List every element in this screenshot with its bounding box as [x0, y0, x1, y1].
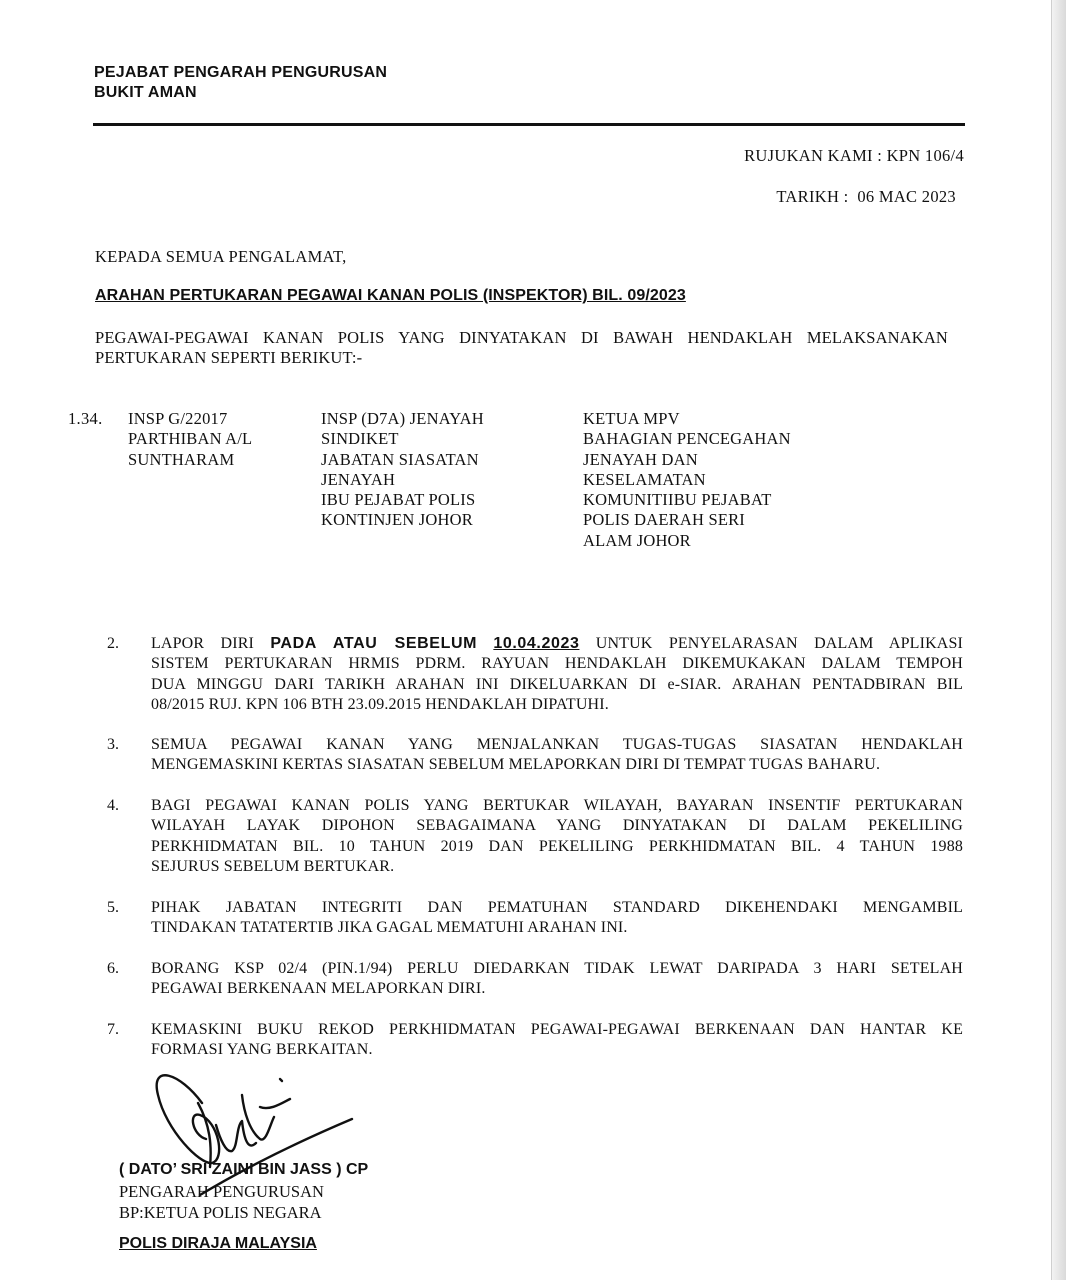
paragraph-6: [151, 959, 963, 1000]
paragraph-line: BAGI PEGAWAI KANAN POLIS YANG BERTUKAR WILAYAH, BAYARAN INSENTIF PERTUKARAN: [151, 797, 963, 814]
officer-line: PARTHIBAN A/L: [128, 429, 253, 449]
paragraph-line: SISTEM PERTUKARAN HRMIS PDRM. RAYUAN HENDAKLAH DIKEMUKAKAN DALAM TEMPOH: [151, 655, 963, 673]
paragraph-line: SEJURUS SEBELUM BERTUKAR.: [151, 857, 395, 875]
to-line: POLIS DAERAH SERI: [583, 510, 745, 530]
header-divider: [93, 123, 965, 126]
office-name-line2: BUKIT AMAN: [94, 84, 197, 101]
to-line: KESELAMATAN: [583, 469, 706, 489]
intro-line: PEGAWAI-PEGAWAI KANAN POLIS YANG DINYATAKAN DI BAWAH HENDAKLAH MELAKSANAKAN: [95, 328, 948, 347]
handwritten-signature: [140, 1055, 370, 1205]
paragraph-2-number: 2.: [107, 635, 119, 652]
from-line: KONTINJEN JOHOR: [321, 510, 473, 530]
paragraph-5: [151, 898, 963, 939]
paragraph-3: [151, 735, 963, 776]
officer-line: SUNTHARAM: [128, 449, 235, 469]
paragraph-7-number: 7.: [107, 1021, 119, 1038]
from-line: IBU PEJABAT POLIS: [321, 490, 476, 510]
paragraph-3-number: 3.: [107, 736, 119, 753]
to-line: BAHAGIAN PENCEGAHAN: [583, 429, 791, 449]
document-date: [776, 187, 956, 207]
transfer-from: [321, 409, 484, 531]
transfer-officer: [128, 409, 252, 470]
paragraph-4: [151, 796, 963, 877]
paragraph-line: DUA MINGGU DARI TARIKH ARAHAN INI DIKELUARKAN DI e-SIAR. ARAHAN PENTADBIRAN BIL: [151, 675, 963, 693]
report-text: LAPOR DIRI: [151, 635, 255, 652]
from-line: INSP (D7A) JENAYAH: [321, 409, 484, 428]
from-line: JABATAN SIASATAN: [321, 449, 479, 469]
deadline-date: 10.04.2023: [493, 635, 580, 652]
transfer-number: 1.34.: [68, 409, 103, 428]
signatory-on-behalf: BP:KETUA POLIS NEGARA: [119, 1203, 322, 1222]
paragraph-line: BORANG KSP 02/4 (PIN.1/94) PERLU DIEDARKAN TIDAK LEWAT DARIPADA 3 HARI SETELAH: [151, 960, 963, 977]
to-line: KETUA MPV: [583, 409, 680, 428]
reference-number: RUJUKAN KAMI : KPN 106/4: [744, 146, 964, 165]
officer-line: INSP G/22017: [128, 409, 228, 428]
paragraph-line: SEMUA PEGAWAI KANAN YANG MENJALANKAN TUGAS-TUGAS SIASATAN HENDAKLAH: [151, 736, 963, 753]
date-label: TARIKH :: [776, 187, 849, 206]
deadline-phrase: PADA ATAU SEBELUM: [270, 635, 478, 652]
from-line: SINDIKET: [321, 429, 399, 449]
coordination-text: UNTUK PENYELARASAN DALAM APLIKASI: [595, 635, 964, 652]
paragraph-line: WILAYAH LAYAK DIPOHON SEBAGAIMANA YANG DINYATAKAN DI DALAM PEKELILING: [151, 817, 963, 835]
intro-paragraph: [95, 328, 948, 369]
to-line: JENAYAH DAN: [583, 449, 698, 469]
paragraph-line: PERKHIDMATAN BIL. 10 TAHUN 2019 DAN PEKELILING PERKHIDMATAN BIL. 4 TAHUN 1988: [151, 837, 963, 855]
intro-line: PERTUKARAN SEPERTI BERIKUT:-: [95, 348, 363, 368]
paragraph-line: [151, 634, 963, 654]
signatory-name: ( DATO’ SRI ZAINI BIN JASS ) CP: [119, 1161, 369, 1178]
paragraph-line: FORMASI YANG BERKAITAN.: [151, 1041, 373, 1059]
paragraph-line: TINDAKAN TATATERTIB JIKA GAGAL MEMATUHI ARAHAN INI.: [151, 919, 628, 937]
salutation: KEPADA SEMUA PENGALAMAT,: [95, 247, 347, 266]
paragraph-line: 08/2015 RUJ. KPN 106 BTH 23.09.2015 HENDAKLAH DIPATUHI.: [151, 695, 609, 713]
paragraph-line: MENGEMASKINI KERTAS SIASATAN SEBELUM MELAPORKAN DIRI DI TEMPAT TUGAS BAHARU.: [151, 756, 881, 774]
paragraph-6-number: 6.: [107, 960, 119, 977]
paragraph-line: KEMASKINI BUKU REKOD PERKHIDMATAN PEGAWAI-PEGAWAI BERKENAAN DAN HANTAR KE: [151, 1021, 963, 1038]
from-line: JENAYAH: [321, 469, 396, 489]
paragraph-line: PIHAK JABATAN INTEGRITI DAN PEMATUHAN STANDARD DIKEHENDAKI MENGAMBIL: [151, 899, 963, 916]
signatory-position: PENGARAH PENGURUSAN: [119, 1182, 324, 1201]
paragraph-5-number: 5.: [107, 899, 119, 916]
date-value: 06 MAC 2023: [857, 187, 956, 206]
to-line: ALAM JOHOR: [583, 530, 691, 550]
organization-name: POLIS DIRAJA MALAYSIA: [119, 1235, 317, 1252]
to-line: KOMUNITIIBU PEJABAT: [583, 490, 772, 510]
paragraph-2: [151, 634, 963, 715]
page-edge-shadow: [1052, 0, 1066, 1280]
paragraph-4-number: 4.: [107, 797, 119, 814]
transfer-to: [583, 409, 791, 551]
paragraph-line: PEGAWAI BERKENAAN MELAPORKAN DIRI.: [151, 980, 486, 998]
document-title: ARAHAN PERTUKARAN PEGAWAI KANAN POLIS (INSPEKTOR) BIL. 09/2023: [95, 287, 686, 304]
office-name-line1: PEJABAT PENGARAH PENGURUSAN: [94, 64, 388, 81]
